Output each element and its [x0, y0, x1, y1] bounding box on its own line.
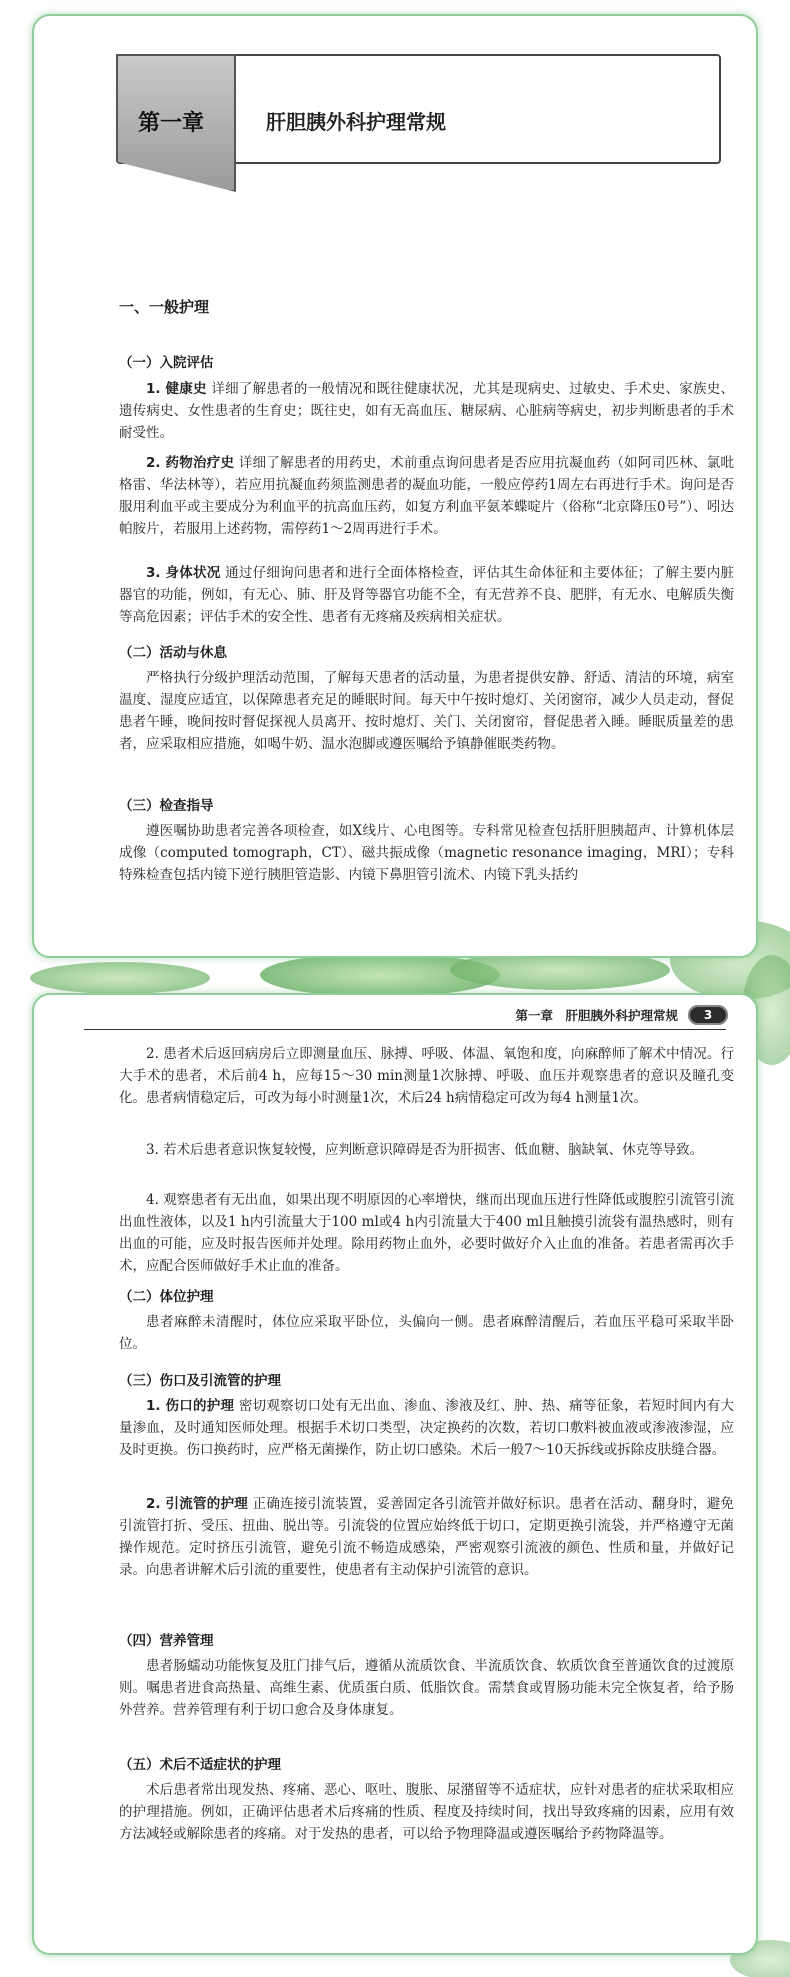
- paragraph-label: 2. 引流管的护理: [146, 1496, 249, 1512]
- subsection-heading: （一）入院评估: [119, 355, 214, 371]
- book-page-1: [32, 14, 758, 958]
- chapter-title: 肝胆胰外科护理常规: [266, 110, 446, 134]
- paragraph: 4. 观察患者有无出血，如果出现不明原因的心率增快，继而出现血压进行性降低或腹腔引流管引流出血性液体，以及1 h内引流量大于100 ml或4 h内引流量大于400 ml且触摸引流袋有温热感时，则有出血的可能，应及时报告医师并处理。除用药物止血外，必要时做好介入止血的准备。若患者需再次手术，应配合医师做好手术止血的准备。: [119, 1192, 734, 1274]
- paragraph-label: 1. 健康史: [146, 381, 207, 397]
- subsection-heading: （五）术后不适症状的护理: [119, 1757, 281, 1773]
- paragraph: 患者麻醉未清醒时，体位应采取平卧位，头偏向一侧。患者麻醉清醒后，若血压平稳可采取半卧位。: [119, 1314, 734, 1352]
- chapter-header-box: [116, 54, 721, 164]
- subsection-heading: （三）检查指导: [119, 798, 214, 814]
- paragraph: 患者肠蠕动功能恢复及肛门排气后，遵循从流质饮食、半流质饮食、软质饮食至普通饮食的过渡原则。嘱患者进食高热量、高维生素、优质蛋白质、低脂饮食。需禁食或胃肠功能未完全恢复者，给予肠外营养。营养管理有利于切口愈合及身体康复。: [119, 1658, 734, 1718]
- paragraph: 2. 患者术后返回病房后立即测量血压、脉搏、呼吸、体温、氧饱和度，向麻醉师了解术中情况。行大手术的患者，术后前4 h，应每15～30 min测量1次脉搏、呼吸、血压并观察患者的意识及瞳孔变化。患者病情稳定后，可改为每小时测量1次，术后24 h病情稳定可改为每4 h测量1次。: [119, 1046, 734, 1106]
- paragraph-label: 1. 伤口的护理: [146, 1398, 235, 1414]
- subsection-heading: （二）活动与休息: [119, 645, 227, 661]
- paragraph-label: 2. 药物治疗史: [146, 455, 235, 471]
- paragraph: 3. 若术后患者意识恢复较慢，应判断意识障碍是否为肝损害、低血糖、脑缺氧、休克等导致。: [146, 1142, 704, 1158]
- chapter-label: 第一章: [138, 111, 205, 136]
- paragraph: [119, 1395, 734, 1461]
- running-header-title: 第一章 肝胆胰外科护理常规: [515, 1008, 678, 1023]
- page-number-badge: 3: [688, 1005, 728, 1025]
- header-rule: [84, 1029, 726, 1030]
- paragraph: 严格执行分级护理活动范围，了解每天患者的活动量，为患者提供安静、舒适、清洁的环境，病室温度、湿度应适宜，以保障患者充足的睡眠时间。每天中午按时熄灯、关闭窗帘，减少人员走动，督促患者午睡，晚间按时督促探视人员离开、按时熄灯、关门、关闭窗帘，督促患者入睡。睡眠质量差的患者，应采取相应措施，如喝牛奶、温水泡脚或遵医嘱给予镇静催眠类药物。: [119, 670, 734, 752]
- paragraph: [119, 452, 734, 540]
- paragraph: [119, 1493, 734, 1581]
- book-page-2: [32, 993, 758, 1955]
- paragraph-text: 通过仔细询问患者和进行全面体格检查，评估其生命体征和主要体征；了解主要内脏器官的功能，例如，有无心、肺、肝及肾等器官功能不全，有无营养不良、肥胖，有无水、电解质失衡等高危因素；评估手术的安全性、患者有无疼痛及疾病相关症状。: [119, 565, 734, 625]
- paragraph: 术后患者常出现发热、疼痛、恶心、呕吐、腹胀、尿潴留等不适症状，应针对患者的症状采取相应的护理措施。例如，正确评估患者术后疼痛的性质、程度及持续时间，找出导致疼痛的因素，应用有效方法减轻或解除患者的疼痛。对于发热的患者，可以给予物理降温或遵医嘱给予药物降温等。: [119, 1782, 734, 1842]
- subsection-heading: （四）营养管理: [119, 1633, 214, 1649]
- paragraph: [119, 378, 734, 444]
- paragraph-text: 正确连接引流装置，妥善固定各引流管并做好标识。患者在活动、翻身时，避免引流管打折、受压、扭曲、脱出等。引流袋的位置应始终低于切口，定期更换引流袋，并严格遵守无菌操作规范。定时挤压引流管，避免引流不畅造成感染，严密观察引流液的颜色、性质和量，并做好记录。向患者讲解术后引流的重要性，使患者有主动保护引流管的意识。: [119, 1496, 735, 1578]
- subsection-heading: （二）体位护理: [119, 1289, 214, 1305]
- paragraph-label: 3. 身体状况: [146, 565, 221, 581]
- running-header: [515, 1005, 728, 1025]
- paragraph: 遵医嘱协助患者完善各项检查，如X线片、心电图等。专科常见检查包括肝胆胰超声、计算机体层成像（computed tomograph，CT）、磁共振成像（magnetic resonance imaging，MRI）；专科特殊检查包括内镜下逆行胰胆管造影、内镜下鼻胆管引流术、内镜下乳头括约: [119, 823, 734, 883]
- paragraph-text: 详细了解患者的用药史，术前重点询问患者是否应用抗凝血药（如阿司匹林、氯吡格雷、华法林等），若应用抗凝血药须监测患者的凝血功能，一般应停药1周左右再进行手术。询问是否服用利血平或主要成分为利血平的抗高血压药，如复方利血平氨苯蝶啶片（俗称“北京降压0号”）、吲达帕胺片，若服用上述药物，需停药1～2周再进行手术。: [119, 455, 734, 537]
- paragraph-text: 密切观察切口处有无出血、渗血、渗液及红、肿、热、痛等征象，若短时间内有大量渗血，及时通知医师处理。根据手术切口类型，决定换药的次数，若切口敷料被血液或渗液渗湿，应及时更换。伤口换药时，应严格无菌操作，防止切口感染。术后一般7～10天拆线或拆除皮肤缝合器。: [119, 1398, 734, 1458]
- subsection-heading: （三）伤口及引流管的护理: [119, 1373, 281, 1389]
- paragraph: [119, 562, 734, 628]
- section-heading: 一、一般护理: [119, 298, 210, 316]
- paragraph-text: 详细了解患者的一般情况和既往健康状况，尤其是现病史、过敏史、手术史、家族史、遗传病史、女性患者的生育史；既往史，如有无高血压、糖尿病、心脏病等病史，初步判断患者的手术耐受性。: [119, 381, 735, 441]
